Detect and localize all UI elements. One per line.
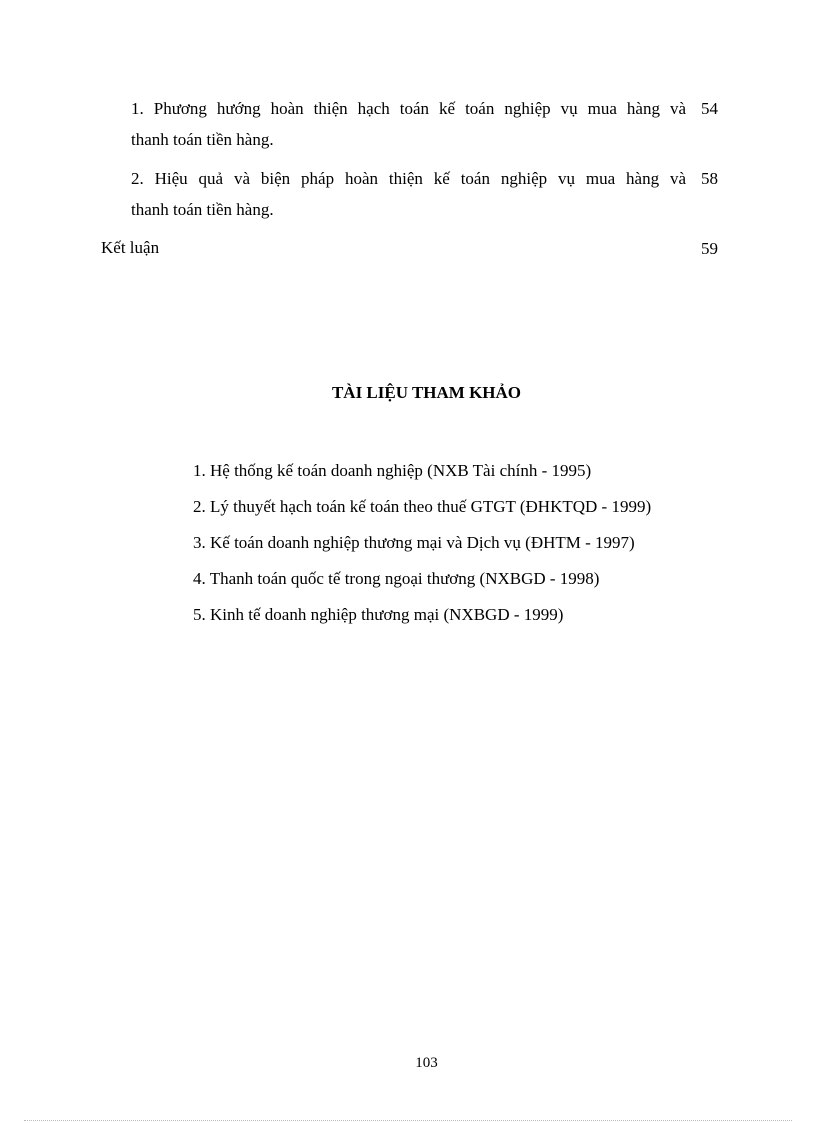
toc-entry-text-line1: 1. Phương hướng hoàn thiện hạch toán kế toán nghiệp vụ mua hàng và — [131, 99, 686, 118]
reference-item: 5. Kinh tế doanh nghiệp thương mại (NXBGD - 1999) — [193, 605, 564, 624]
reference-item: 2. Lý thuyết hạch toán kế toán theo thuế GTGT (ĐHKTQD - 1999) — [193, 497, 652, 516]
page-bottom-divider — [24, 1120, 792, 1121]
reference-item: 4. Thanh toán quốc tế trong ngoại thương (NXBGD - 1998) — [193, 569, 600, 588]
references-heading: TÀI LIỆU THAM KHẢO — [331, 383, 522, 402]
reference-item: 3. Kế toán doanh nghiệp thương mại và Dịch vụ (ĐHTM - 1997) — [193, 533, 635, 552]
toc-entry-page-number: 54 — [701, 99, 718, 118]
toc-entry-text-line1: 2. Hiệu quả và biện pháp hoàn thiện kế toán nghiệp vụ mua hàng và — [131, 169, 686, 188]
toc-conclusion-page-number: 59 — [701, 239, 718, 258]
toc-entry-text-line2: thanh toán tiền hàng. — [131, 200, 274, 219]
references-list — [193, 453, 651, 633]
toc-entry — [131, 163, 686, 225]
reference-item: 1. Hệ thống kế toán doanh nghiệp (NXB Tài chính - 1995) — [193, 461, 592, 480]
toc-conclusion-label: Kết luận — [101, 238, 160, 257]
toc-entry-page-number: 58 — [701, 169, 718, 188]
page-number-footer: 103 — [415, 1055, 438, 1071]
toc-entry — [131, 93, 686, 155]
toc-entry-text-line2: thanh toán tiền hàng. — [131, 130, 274, 149]
